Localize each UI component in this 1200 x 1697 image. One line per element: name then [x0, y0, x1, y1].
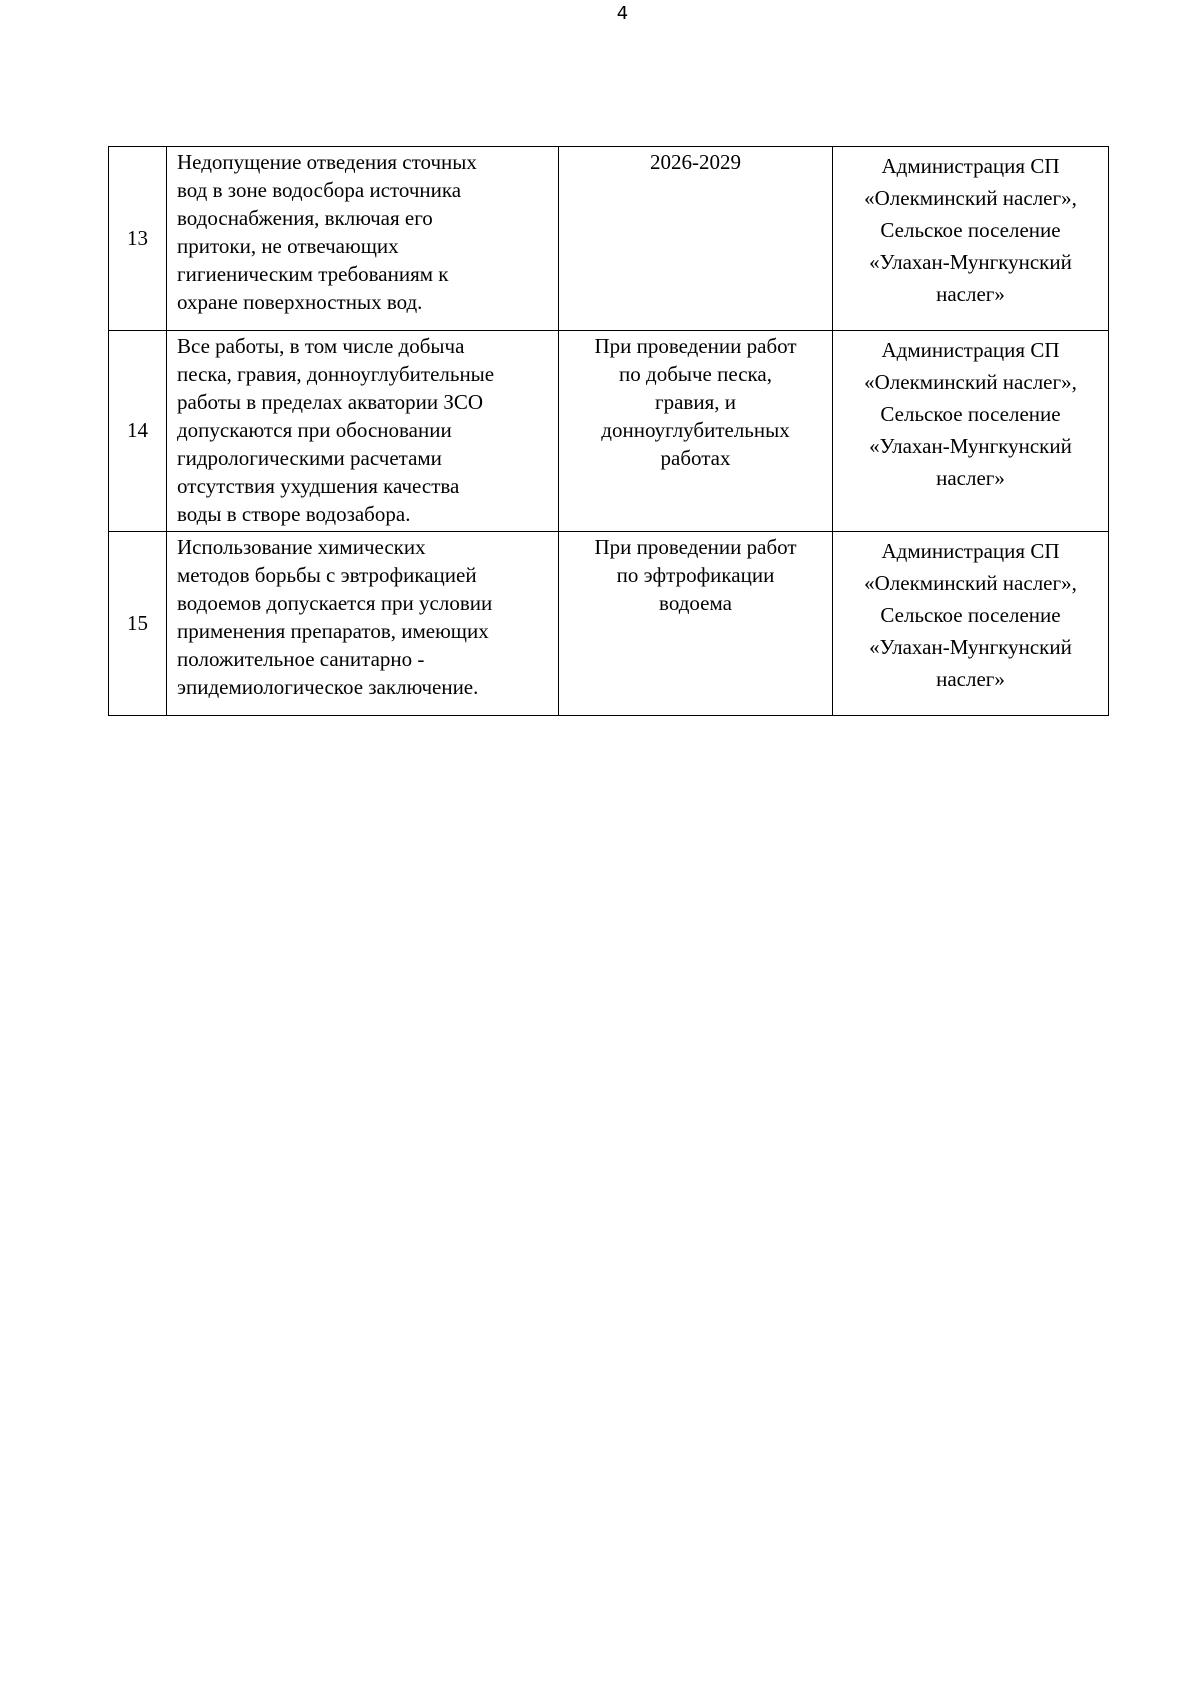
table-row	[109, 532, 1109, 716]
term-line: по эфтрофикации	[616, 563, 775, 587]
description-line: применения препаратов, имеющих	[177, 619, 489, 643]
row-number: 13	[109, 147, 167, 331]
responsible-line: Администрация СП	[881, 338, 1060, 362]
responsible-line: «Олекминский наслег»,	[864, 571, 1077, 595]
responsible-line: «Олекминский наслег»,	[864, 186, 1077, 210]
description-line: работы в пределах акватории ЗСО	[177, 390, 484, 414]
description-line: водоснабжения, включая его	[177, 206, 433, 230]
description-line: гигиеническим требованиям к	[177, 262, 449, 286]
term-line: работах	[660, 446, 731, 470]
measure-term	[559, 147, 833, 331]
term-line: донноуглубительных	[601, 418, 790, 442]
measure-responsible	[833, 331, 1109, 532]
measures-table	[108, 146, 1109, 716]
responsible-line: наслег»	[936, 282, 1005, 306]
measure-description	[167, 532, 559, 716]
measure-responsible	[833, 147, 1109, 331]
term-line: 2026-2029	[650, 150, 741, 174]
description-line: гидрологическими расчетами	[177, 446, 442, 470]
term-line: по добыче песка,	[619, 362, 772, 386]
measure-description	[167, 147, 559, 331]
description-line: Все работы, в том числе добыча	[177, 334, 465, 358]
term-line: При проведении работ	[594, 535, 797, 559]
description-line: положительное санитарно -	[177, 647, 425, 671]
description-line: отсутствия ухудшения качества	[177, 474, 460, 498]
measure-responsible	[833, 532, 1109, 716]
responsible-line: «Улахан-Мунгкунский	[869, 635, 1072, 659]
measure-term	[559, 331, 833, 532]
responsible-line: Сельское поселение	[880, 402, 1061, 426]
responsible-line: наслег»	[936, 466, 1005, 490]
responsible-line: Администрация СП	[881, 539, 1060, 563]
description-line: Недопущение отведения сточных	[177, 150, 477, 174]
responsible-line: наслег»	[936, 667, 1005, 691]
table-row	[109, 331, 1109, 532]
responsible-line: Сельское поселение	[880, 218, 1061, 242]
measure-term	[559, 532, 833, 716]
responsible-line: «Олекминский наслег»,	[864, 370, 1077, 394]
measure-description	[167, 331, 559, 532]
term-line: водоема	[659, 591, 732, 615]
description-line: песка, гравия, донноуглубительные	[177, 362, 495, 386]
term-line: гравия, и	[655, 390, 736, 414]
row-number: 15	[109, 532, 167, 716]
row-number: 14	[109, 331, 167, 532]
responsible-line: Сельское поселение	[880, 603, 1061, 627]
responsible-line: Администрация СП	[881, 154, 1060, 178]
description-line: притоки, не отвечающих	[177, 234, 399, 258]
description-line: вод в зоне водосбора источника	[177, 178, 462, 202]
responsible-line: «Улахан-Мунгкунский	[869, 434, 1072, 458]
description-line: эпидемиологическое заключение.	[177, 675, 479, 699]
description-line: Использование химических	[177, 535, 426, 559]
term-line: При проведении работ	[594, 334, 797, 358]
description-line: водоемов допускается при условии	[177, 591, 493, 615]
description-line: охране поверхностных вод.	[177, 290, 423, 314]
description-line: методов борьбы с эвтрофикацией	[177, 563, 477, 587]
description-line: допускаются при обосновании	[177, 418, 452, 442]
description-line: воды в створе водозабора.	[177, 502, 411, 526]
table-row	[109, 147, 1109, 331]
responsible-line: «Улахан-Мунгкунский	[869, 250, 1072, 274]
page-number: 4	[616, 3, 629, 24]
